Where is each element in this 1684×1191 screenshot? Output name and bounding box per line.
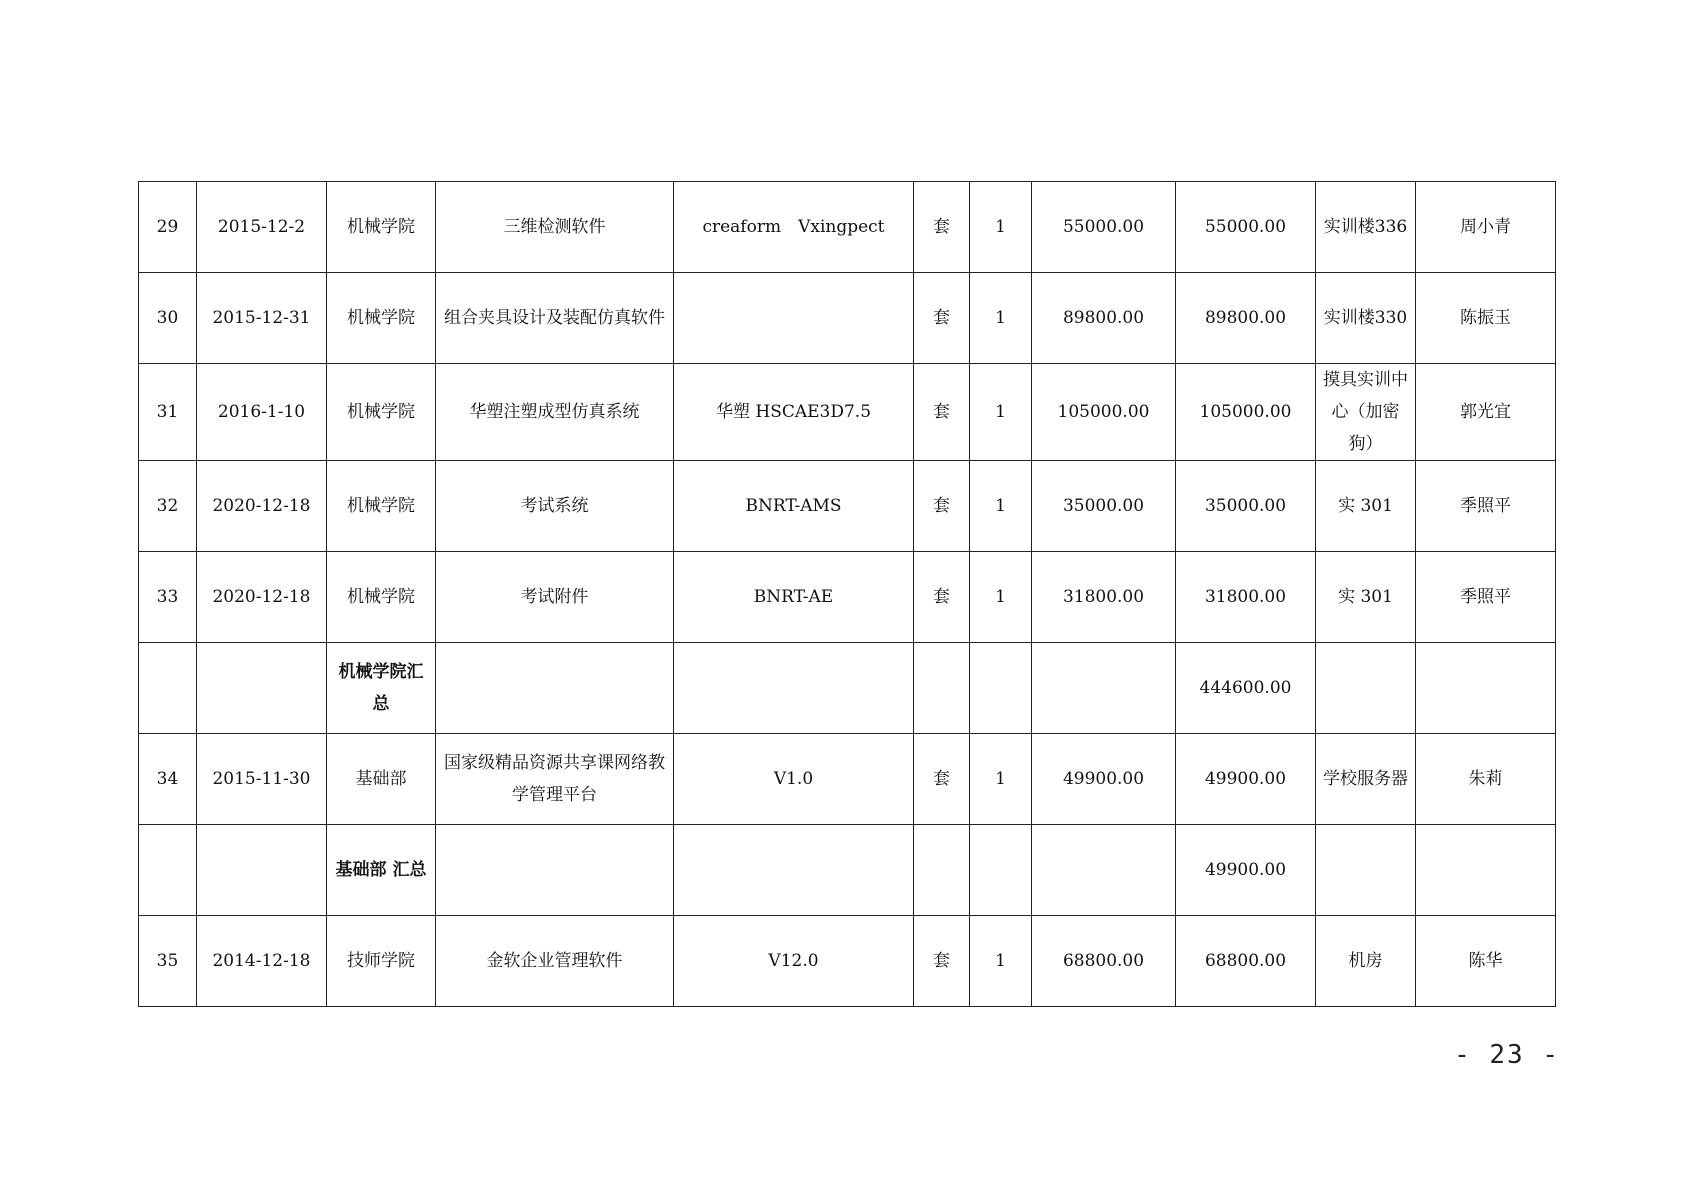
cell-software-name: 考试附件 [436, 552, 674, 643]
cell-unit: 套 [914, 364, 970, 461]
cell-date: 2015-11-30 [197, 734, 327, 825]
cell-custodian: 陈华 [1416, 916, 1556, 1007]
cell-unit-price: 105000.00 [1032, 364, 1176, 461]
cell-unit: 套 [914, 273, 970, 364]
cell-unit: 套 [914, 916, 970, 1007]
cell-unit-price [1032, 825, 1176, 916]
table-row [139, 364, 1556, 461]
cell-serial-no: 34 [139, 734, 197, 825]
cell-unit-price: 68800.00 [1032, 916, 1176, 1007]
cell-quantity: 1 [970, 734, 1032, 825]
cell-location [1316, 643, 1416, 734]
cell-date: 2015-12-31 [197, 273, 327, 364]
cell-department: 基础部 汇总 [327, 825, 436, 916]
cell-serial-no: 33 [139, 552, 197, 643]
cell-quantity: 1 [970, 182, 1032, 273]
cell-location: 摸具实训中心（加密狗） [1316, 364, 1416, 461]
cell-date: 2014-12-18 [197, 916, 327, 1007]
cell-model: V1.0 [674, 734, 914, 825]
cell-model: BNRT-AMS [674, 461, 914, 552]
cell-unit-price: 89800.00 [1032, 273, 1176, 364]
cell-amount: 35000.00 [1176, 461, 1316, 552]
cell-amount: 49900.00 [1176, 825, 1316, 916]
summary-row [139, 825, 1556, 916]
cell-quantity [970, 643, 1032, 734]
cell-software-name: 考试系统 [436, 461, 674, 552]
cell-model: BNRT-AE [674, 552, 914, 643]
cell-location [1316, 825, 1416, 916]
cell-date [197, 825, 327, 916]
cell-amount: 444600.00 [1176, 643, 1316, 734]
cell-date: 2015-12-2 [197, 182, 327, 273]
cell-unit-price: 49900.00 [1032, 734, 1176, 825]
cell-software-name: 组合夹具设计及装配仿真软件 [436, 273, 674, 364]
cell-custodian: 季照平 [1416, 552, 1556, 643]
cell-quantity: 1 [970, 364, 1032, 461]
cell-unit [914, 643, 970, 734]
cell-custodian: 陈振玉 [1416, 273, 1556, 364]
cell-serial-no: 35 [139, 916, 197, 1007]
table-body [139, 182, 1556, 1007]
cell-amount: 49900.00 [1176, 734, 1316, 825]
cell-serial-no: 31 [139, 364, 197, 461]
cell-department: 机械学院 [327, 461, 436, 552]
cell-location: 学校服务器 [1316, 734, 1416, 825]
cell-unit [914, 825, 970, 916]
cell-quantity [970, 825, 1032, 916]
cell-amount: 105000.00 [1176, 364, 1316, 461]
cell-unit: 套 [914, 734, 970, 825]
cell-location: 实 301 [1316, 461, 1416, 552]
cell-department: 机械学院 [327, 182, 436, 273]
cell-software-name: 三维检测软件 [436, 182, 674, 273]
cell-unit: 套 [914, 461, 970, 552]
cell-department: 机械学院汇总 [327, 643, 436, 734]
cell-quantity: 1 [970, 916, 1032, 1007]
cell-custodian: 周小青 [1416, 182, 1556, 273]
cell-amount: 31800.00 [1176, 552, 1316, 643]
cell-custodian: 朱莉 [1416, 734, 1556, 825]
cell-serial-no: 32 [139, 461, 197, 552]
software-asset-table [138, 181, 1556, 1007]
cell-unit: 套 [914, 182, 970, 273]
cell-software-name [436, 825, 674, 916]
cell-department: 机械学院 [327, 273, 436, 364]
cell-software-name: 华塑注塑成型仿真系统 [436, 364, 674, 461]
summary-row [139, 643, 1556, 734]
cell-software-name: 国家级精品资源共享课网络教学管理平台 [436, 734, 674, 825]
cell-custodian [1416, 825, 1556, 916]
cell-serial-no [139, 825, 197, 916]
cell-amount: 89800.00 [1176, 273, 1316, 364]
cell-date: 2020-12-18 [197, 461, 327, 552]
cell-model [674, 825, 914, 916]
cell-custodian: 季照平 [1416, 461, 1556, 552]
table-row [139, 461, 1556, 552]
cell-location: 实训楼336 [1316, 182, 1416, 273]
cell-location: 实训楼330 [1316, 273, 1416, 364]
table-row [139, 734, 1556, 825]
cell-software-name [436, 643, 674, 734]
cell-model: 华塑 HSCAE3D7.5 [674, 364, 914, 461]
cell-model: V12.0 [674, 916, 914, 1007]
cell-department: 基础部 [327, 734, 436, 825]
cell-department: 机械学院 [327, 552, 436, 643]
cell-location: 实 301 [1316, 552, 1416, 643]
cell-quantity: 1 [970, 273, 1032, 364]
cell-custodian [1416, 643, 1556, 734]
cell-model [674, 643, 914, 734]
table-row [139, 182, 1556, 273]
cell-date [197, 643, 327, 734]
cell-custodian: 郭光宜 [1416, 364, 1556, 461]
cell-department: 技师学院 [327, 916, 436, 1007]
cell-amount: 68800.00 [1176, 916, 1316, 1007]
cell-unit: 套 [914, 552, 970, 643]
cell-location: 机房 [1316, 916, 1416, 1007]
table-row [139, 273, 1556, 364]
cell-date: 2020-12-18 [197, 552, 327, 643]
cell-serial-no [139, 643, 197, 734]
cell-department: 机械学院 [327, 364, 436, 461]
cell-software-name: 金软企业管理软件 [436, 916, 674, 1007]
cell-serial-no: 29 [139, 182, 197, 273]
cell-amount: 55000.00 [1176, 182, 1316, 273]
cell-unit-price: 31800.00 [1032, 552, 1176, 643]
cell-serial-no: 30 [139, 273, 197, 364]
table-row [139, 916, 1556, 1007]
cell-unit-price: 35000.00 [1032, 461, 1176, 552]
cell-model [674, 273, 914, 364]
cell-quantity: 1 [970, 461, 1032, 552]
table-row [139, 552, 1556, 643]
cell-unit-price: 55000.00 [1032, 182, 1176, 273]
page-number: - 23 - [1454, 1040, 1560, 1070]
cell-unit-price [1032, 643, 1176, 734]
cell-quantity: 1 [970, 552, 1032, 643]
cell-model: creaform Vxingpect [674, 182, 914, 273]
cell-date: 2016-1-10 [197, 364, 327, 461]
